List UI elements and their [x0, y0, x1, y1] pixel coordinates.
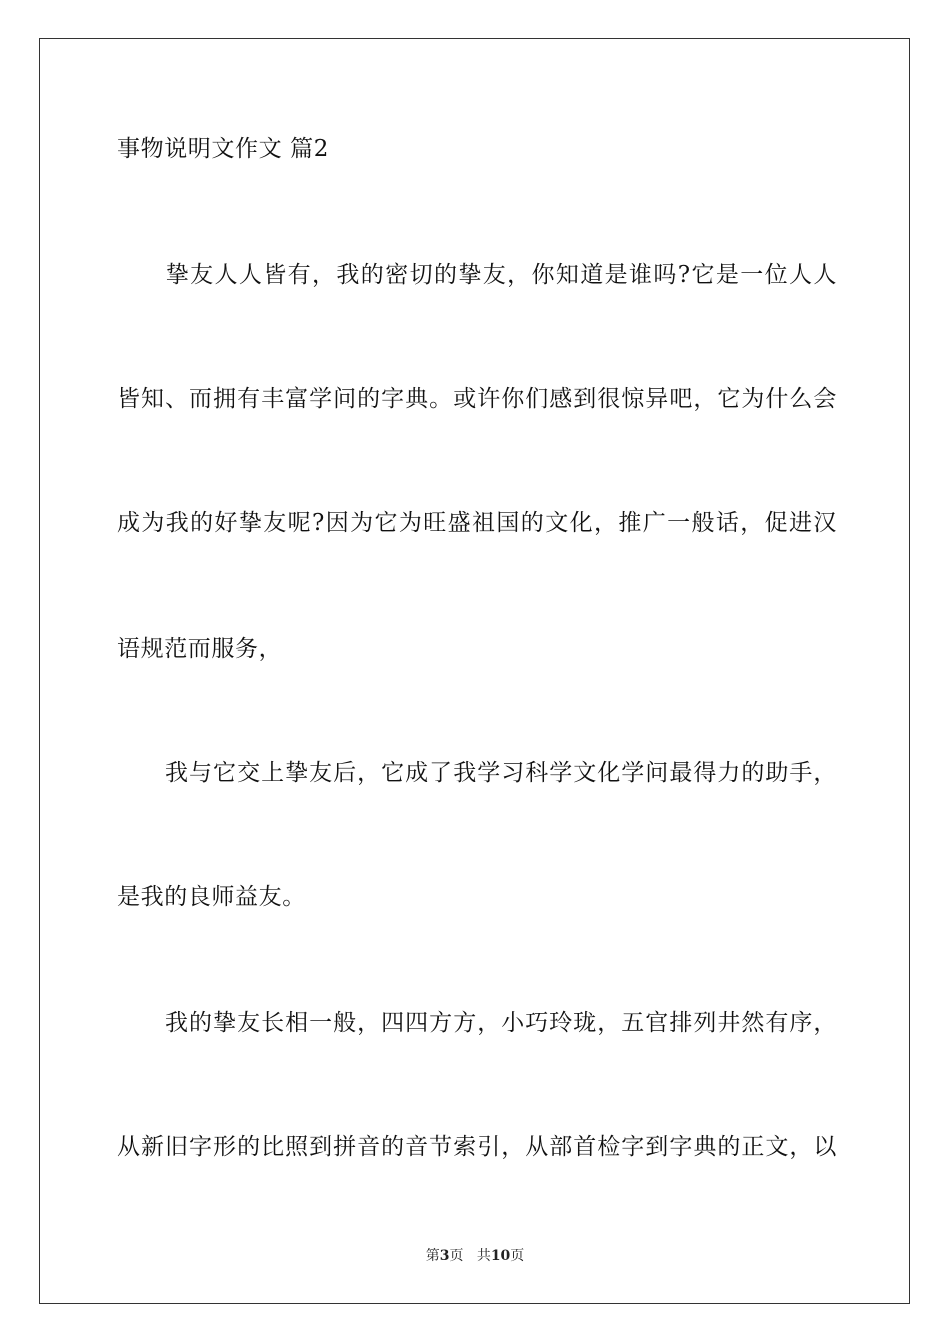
page-total: 10: [490, 1248, 511, 1264]
text-line-3: 成为我的好挚友呢?因为它为旺盛祖国的文化，推广一般话，促进汉: [117, 510, 837, 536]
page-current: 3: [439, 1248, 450, 1264]
page-prefix: 第: [425, 1248, 440, 1264]
text-line-2: 皆知、而拥有丰富学问的字典。或许你们感到很惊异吧，它为什么会: [117, 386, 837, 412]
page-border: [39, 38, 910, 1304]
text-line-7: 我的挚友长相一般，四四方方，小巧玲珑，五官排列井然有序，: [117, 1010, 837, 1036]
text-line-1: 挚友人人皆有，我的密切的挚友，你知道是谁吗?它是一位人人: [117, 262, 837, 288]
text-line-5: 我与它交上挚友后，它成了我学习科学文化学问最得力的助手，: [117, 760, 837, 786]
total-unit: 页: [510, 1248, 525, 1264]
section-heading: 事物说明文作文 篇2: [117, 136, 329, 162]
text-line-6: 是我的良师益友。: [117, 884, 306, 910]
page-footer: [0, 1245, 950, 1265]
text-line-8: 从新旧字形的比照到拼音的音节索引，从部首检字到字典的正文，以: [117, 1134, 837, 1160]
text-line-4: 语规范而服务，: [117, 636, 283, 662]
total-prefix: 共: [476, 1248, 491, 1264]
page-unit: 页: [449, 1248, 464, 1264]
